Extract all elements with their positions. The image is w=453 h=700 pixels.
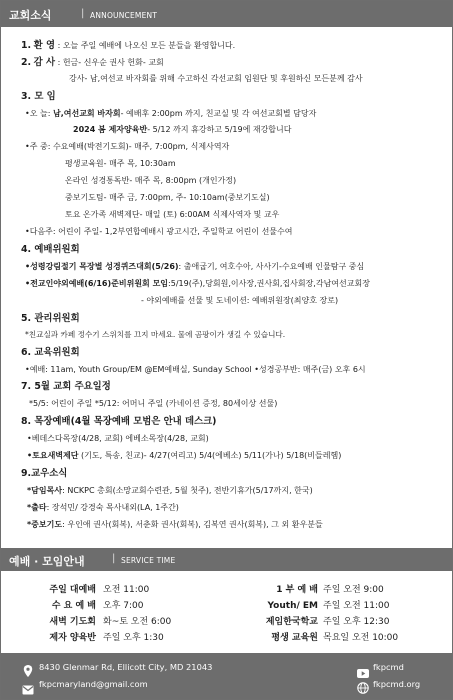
- worship-committee-heading: 4. 예배위원회: [21, 244, 80, 255]
- footer-email[interactable]: fkpcmaryland@gmail.com: [39, 679, 148, 689]
- may-schedule-heading: 7. 5월 교회 주요일정: [21, 381, 111, 392]
- meetings-bible-reading: 온라인 성경통독반- 매주 목, 8:00pm (개인가정): [65, 176, 237, 185]
- meetings-next-week: •다음주: 어린이 주일- 1,2부연합예배시 광고시간, 주일학교 어린이 선물수여: [25, 227, 293, 236]
- footer-bar: [1, 653, 452, 699]
- service-right-name-1: 1 부 예 배: [276, 585, 318, 595]
- cell-group-meetings: •베데스다목장(4/28, 교회) 에베소목장(4/28, 교회): [27, 434, 209, 443]
- service-left-time-3: 화~토 오전 6:00: [103, 617, 172, 627]
- member-news-heading: 9.교우소식: [21, 468, 68, 479]
- announcement-content: [1, 27, 452, 547]
- service-right-time-4: 목요일 오전 10:00: [323, 633, 399, 643]
- welcome-heading: 환 영: [33, 40, 56, 51]
- meetings-weekday: •주 중: 수요예배(박전기도회)- 매주, 7:00pm, 식제사역자: [25, 142, 230, 151]
- service-times: [1, 573, 452, 651]
- meetings-lifelong-edu: 평생교육원- 매주 목, 10:30am: [65, 159, 176, 168]
- announcement-header-bar: [1, 1, 452, 27]
- section-welcome: 1. 환 영 : 오늘 주일 예배에 나오신 모든 분들을 환영합니다.: [21, 40, 236, 51]
- worship-outdoor-gifts: - 야외예배를 선물 및 도네이션: 예배위원장(최양호 장로): [141, 296, 339, 305]
- service-right-time-3: 주일 오후 12:30: [323, 617, 390, 627]
- member-news-prayer: *중보기도: 우인애 권사(회복), 서춘화 권사(회복), 김복연 권사(회복), 그 외 환우분들: [27, 520, 323, 529]
- meetings-discipleship: 2024 봄 제자양육반- 5/12 까지 휴강하고 5/19에 재강합니다: [73, 125, 292, 134]
- thanks-line-2: 강사- 남,여선교 바자회를 위해 수고하신 각선교회 임원단 및 후원하신 모든분께 감사: [69, 74, 363, 83]
- footer-address: 8430 Glenmar Rd, Ellicott City, MD 21043: [39, 662, 213, 672]
- email-icon: [22, 680, 34, 699]
- meetings-intercession: 중보기도팀- 매주 금, 7:00pm, 주- 10:10am(중보기도실): [65, 193, 270, 202]
- globe-icon: [357, 679, 369, 698]
- cell-group-heading: 8. 목장예배(4월 목장예배 모범은 안내 데스크): [21, 416, 217, 427]
- thanks-line-1: : 헌금- 신우순 권사 헌화- 교회: [57, 58, 164, 67]
- service-left-time-4: 주일 오후 1:30: [103, 633, 164, 643]
- member-news-pastor: *담임목사: NCKPC 총회(소망교회수련관, 5월 첫주), 전반기휴가(5/17까지, 한국): [27, 486, 313, 495]
- service-left-name-4: 제자 양육반: [49, 633, 96, 643]
- service-right-name-4: 평생 교육원: [271, 633, 318, 643]
- education-committee-heading: 6. 교육위원회: [21, 347, 80, 358]
- member-news-travel: *출타: 장석민/ 강경숙 목사내외(LA, 1주간): [27, 503, 179, 512]
- meetings-heading: 3. 모 임: [21, 91, 56, 102]
- announcement-title-ko: 교회소식: [9, 9, 52, 22]
- may-schedule-items: *5/5: 어린이 주일 *5/12: 어머니 주일 (카네이션 증정, 80세이상 선물): [29, 399, 278, 408]
- service-left-time-2: 오후 7:00: [103, 601, 144, 611]
- service-left-time-1: 오전 11:00: [103, 585, 150, 595]
- footer-website[interactable]: fkpcmd.org: [373, 679, 421, 689]
- service-left-name-1: 주일 대예배: [49, 585, 96, 595]
- management-committee-heading: 5. 관리위원회: [21, 313, 80, 324]
- location-pin-icon: [23, 662, 33, 681]
- footer-youtube[interactable]: fkpcmd: [373, 662, 404, 672]
- worship-outdoor-prep: •전교인야외예배(6/16)준비위원회 모임:5/19(주),당회원,이사장,권사회,집사회장,각남여선교회장: [25, 279, 370, 288]
- service-title-ko: 예배 · 모임안내: [9, 555, 85, 568]
- service-right-name-3: 제임한국학교: [265, 617, 318, 627]
- service-header-bar: [1, 548, 452, 571]
- service-left-name-3: 새벽 기도회: [49, 617, 96, 627]
- service-title-en: SERVICE TIME: [121, 556, 176, 565]
- service-right-time-2: 주일 오전 11:00: [323, 601, 390, 611]
- service-left-name-2: 수 요 예 배: [51, 601, 96, 611]
- header-separator: |: [81, 8, 85, 19]
- worship-bible-quiz: •성령강림절기 목장별 성경퀴즈대회(5/26): 출애굽기, 여호수아, 사사기-수요예배 인물탐구 중심: [25, 262, 365, 271]
- education-schedule: •예배: 11am, Youth Group/EM @EM예배실, Sunday School •성경공부반: 매주(금) 오후 6시: [25, 365, 366, 374]
- announcement-title-en: ANNOUNCEMENT: [90, 11, 158, 20]
- section-thanks: 2. 감 사 : 헌금- 신우순 권사 헌화- 교회: [21, 57, 164, 68]
- service-right-time-1: 주일 오전 9:00: [323, 585, 384, 595]
- management-notice: *친교실과 카페 정수기 스위치를 끄지 마세요. 물에 곰팡이가 생길 수 있습니다.: [25, 330, 286, 339]
- service-separator: |: [112, 553, 116, 564]
- meetings-today: •오 늘: 남,여선교회 바자회- 예배후 2:00pm 까지, 친교실 및 각 여선교회별 담당자: [25, 109, 317, 118]
- service-right-name-2: Youth/ EM: [267, 601, 318, 611]
- welcome-text: : 오늘 주일 예배에 나오신 모든 분들을 환영합니다.: [57, 41, 236, 50]
- meetings-saturday-dawn: 토요 온가족 새벽제단- 매일 (토) 6:00AM 식제사역자 및 교우: [65, 210, 280, 219]
- thanks-heading: 감 사: [33, 57, 56, 68]
- saturday-dawn-altar: •토요새벽제단 (기도, 특송, 친교)- 4/27(여리고) 5/4(에베소) 5/11(가나) 5/18(비들레헴): [27, 451, 342, 460]
